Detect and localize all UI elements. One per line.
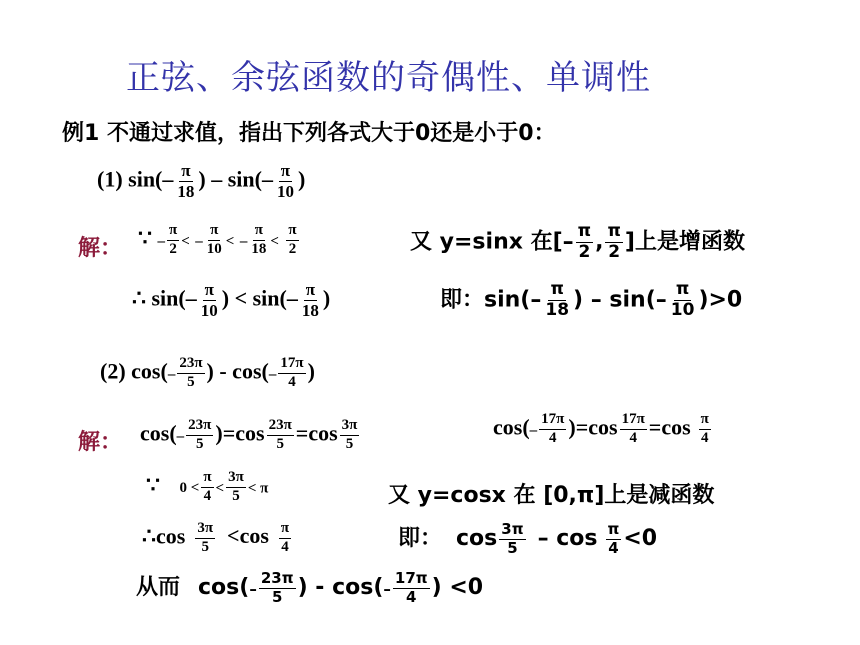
fraction-pi-2 xyxy=(167,223,179,258)
fraction-denominator: 10 xyxy=(206,240,222,257)
solution-2-result xyxy=(398,521,657,556)
fraction-numerator: π xyxy=(699,412,711,430)
math-text: – xyxy=(167,366,176,383)
math-text: < xyxy=(181,233,190,250)
math-text: ∴cos xyxy=(142,523,186,549)
fraction-numerator: 17π xyxy=(278,356,305,374)
fraction-numerator: 17π xyxy=(539,412,566,430)
fraction-denominator: 2 xyxy=(578,241,591,262)
fraction-numerator: 3π xyxy=(340,418,360,436)
fraction-denominator: 4 xyxy=(281,538,289,555)
fraction-denominator: 5 xyxy=(507,538,518,557)
solution-1-result xyxy=(440,281,742,320)
cos-23pi-simplify xyxy=(140,418,361,453)
minus-sign: – xyxy=(261,166,273,192)
math-text: < xyxy=(225,233,235,250)
fraction-denominator: 2 xyxy=(169,240,177,257)
fraction-numerator: π xyxy=(305,280,316,299)
fraction-numerator: π xyxy=(675,279,690,299)
fraction-3pi-5 xyxy=(340,418,360,453)
math-text: sin(– xyxy=(151,285,197,311)
math-text: )=cos xyxy=(215,420,265,446)
fraction-pi-10 xyxy=(205,223,224,258)
fraction-numerator: π xyxy=(279,521,291,539)
fraction-pi-18 xyxy=(300,281,321,320)
fraction-numerator: 23π xyxy=(267,418,294,436)
fraction-denominator: 5 xyxy=(196,435,204,452)
fraction-numerator: π xyxy=(577,221,592,241)
fraction-23pi-5 xyxy=(267,418,294,453)
fraction-denominator: 4 xyxy=(608,538,619,557)
math-text: 0 < xyxy=(179,480,200,497)
final-result xyxy=(136,570,483,605)
fraction-denominator: 5 xyxy=(187,373,195,390)
fraction-denominator: 10 xyxy=(276,181,294,201)
math-text: ) – sin(– xyxy=(573,287,667,313)
math-text: 即：sin(– xyxy=(440,287,542,313)
math-text: < π xyxy=(247,480,269,497)
fraction-23pi-5 xyxy=(259,568,296,606)
fraction-pi-4 xyxy=(279,521,291,556)
math-text: ) - cos( xyxy=(206,358,269,384)
problem-2 xyxy=(100,356,315,391)
fraction-pi-4 xyxy=(201,470,213,505)
math-text: ]上是增函数 xyxy=(624,229,745,255)
fraction-numerator: π xyxy=(201,470,213,488)
therefore-symbol: ∴ xyxy=(132,285,146,311)
math-text: – xyxy=(195,233,203,250)
math-text: – xyxy=(268,366,277,383)
fraction-17pi-4 xyxy=(393,568,430,606)
fraction-denominator: 18 xyxy=(301,300,319,320)
solution-2-conclusion xyxy=(142,521,293,556)
fraction-3pi-5 xyxy=(226,470,246,505)
fraction-denominator: 10 xyxy=(670,299,695,320)
math-text: < xyxy=(215,480,225,497)
fraction-numerator: π xyxy=(607,221,621,241)
problem-1-label: (1) sin( xyxy=(97,166,163,192)
fraction-denominator: 4 xyxy=(288,373,296,390)
fraction-3pi-5 xyxy=(195,521,215,556)
fraction-denominator: 5 xyxy=(201,538,209,555)
solution-2-inequality xyxy=(146,470,268,505)
fraction-denominator: 4 xyxy=(549,429,557,446)
math-text: – xyxy=(239,233,248,250)
fraction-denominator: 2 xyxy=(288,240,297,257)
problem-1-close: ) xyxy=(297,166,306,192)
solution-1-inequality xyxy=(138,223,301,258)
fraction-numerator: 3π xyxy=(195,521,215,539)
fraction-pi-2 xyxy=(286,223,298,258)
page-title: 正弦、余弦函数的奇偶性、单调性 xyxy=(126,58,651,98)
math-text: 又 y=sinx 在[– xyxy=(410,229,574,255)
math-text: ) <0 xyxy=(431,575,484,600)
fraction-numerator: 23π xyxy=(177,356,204,374)
math-text: ) xyxy=(322,285,331,311)
because-symbol: ∵ xyxy=(138,225,152,251)
fraction-denominator: 4 xyxy=(629,429,637,446)
math-text: <cos xyxy=(227,523,269,549)
fraction-17pi-4 xyxy=(539,412,566,447)
fraction-numerator: 3π xyxy=(501,519,524,538)
fraction-numerator: 23π xyxy=(186,418,213,436)
fraction-denominator: 5 xyxy=(345,435,354,452)
math-text: cos( xyxy=(493,414,530,440)
thus-label: 从而 xyxy=(136,575,181,600)
fraction-numerator: π xyxy=(286,223,298,241)
math-text: ) - cos( xyxy=(297,575,384,600)
example-intro: 例1 不通过求值，指出下列各式大于0还是小于0： xyxy=(62,121,556,146)
math-text: , xyxy=(595,229,604,255)
fraction-numerator: π xyxy=(607,519,620,538)
fraction-pi-2 xyxy=(576,223,593,262)
fraction-denominator: 4 xyxy=(406,587,417,606)
math-text: – xyxy=(383,580,391,598)
fraction-numerator: π xyxy=(253,223,265,241)
math-text: 即： xyxy=(398,526,443,551)
fraction-denominator: 5 xyxy=(232,487,240,504)
math-text: cos xyxy=(456,526,498,551)
fraction-numerator: π xyxy=(204,280,214,299)
solution-1-label: 解： xyxy=(78,236,123,261)
math-text: ) < sin(– xyxy=(221,285,298,311)
math-text: cos( xyxy=(140,420,177,446)
fraction-pi-10 xyxy=(669,281,697,320)
fraction-pi-18 xyxy=(175,162,196,201)
solution-1-conclusion xyxy=(132,281,330,320)
fraction-numerator: π xyxy=(280,161,291,180)
math-text: ) xyxy=(307,358,315,384)
fraction-pi-4 xyxy=(699,412,711,447)
fraction-numerator: 17π xyxy=(620,412,647,430)
cos-17pi-simplify xyxy=(493,412,713,447)
math-text: – xyxy=(529,422,538,439)
fraction-pi-18 xyxy=(249,223,268,258)
math-text: < xyxy=(270,233,279,250)
fraction-pi-18 xyxy=(543,281,571,320)
fraction-numerator: π xyxy=(167,223,179,241)
fraction-numerator: π xyxy=(208,223,220,241)
math-text: )>0 xyxy=(698,287,743,313)
solution-2-label: 解： xyxy=(78,430,123,455)
fraction-denominator: 18 xyxy=(545,299,570,320)
math-text: – xyxy=(249,580,257,598)
because-symbol: ∵ xyxy=(146,472,160,498)
fraction-pi-2 xyxy=(605,223,622,262)
math-text: =cos xyxy=(648,414,691,440)
fraction-23pi-5 xyxy=(177,356,204,391)
cos-decreasing-statement: 又 y=cosx 在 [0,π]上是减函数 xyxy=(388,483,715,508)
fraction-denominator: 18 xyxy=(251,240,267,257)
fraction-denominator: 18 xyxy=(177,181,195,201)
math-text: (2) cos( xyxy=(100,358,168,384)
fraction-denominator: 2 xyxy=(608,241,621,262)
math-text: – xyxy=(157,233,165,250)
fraction-numerator: 23π xyxy=(260,568,294,587)
problem-1-text: ) – sin( xyxy=(198,166,262,192)
fraction-23pi-5 xyxy=(186,418,213,453)
fraction-denominator: 10 xyxy=(200,300,218,320)
minus-sign: – xyxy=(162,166,174,192)
sin-increasing-statement xyxy=(410,223,745,262)
fraction-17pi-4 xyxy=(278,356,305,391)
fraction-numerator: 3π xyxy=(226,470,246,488)
fraction-3pi-5 xyxy=(499,519,525,557)
fraction-denominator: 5 xyxy=(276,435,284,452)
fraction-numerator: 17π xyxy=(394,568,428,587)
fraction-pi-4 xyxy=(606,519,622,557)
math-text: =cos xyxy=(295,420,338,446)
math-text: – cos xyxy=(537,526,598,551)
math-text: cos( xyxy=(198,575,250,600)
fraction-numerator: π xyxy=(550,279,564,299)
fraction-denominator: 4 xyxy=(701,429,709,446)
fraction-denominator: 5 xyxy=(271,587,283,606)
math-text: – xyxy=(176,428,185,445)
math-text: )=cos xyxy=(568,414,618,440)
problem-1 xyxy=(97,162,305,201)
fraction-numerator: π xyxy=(181,161,191,180)
fraction-pi-10 xyxy=(199,281,220,320)
math-text: <0 xyxy=(623,526,658,551)
fraction-denominator: 4 xyxy=(203,487,212,504)
fraction-pi-10 xyxy=(275,162,296,201)
fraction-17pi-4 xyxy=(620,412,647,447)
